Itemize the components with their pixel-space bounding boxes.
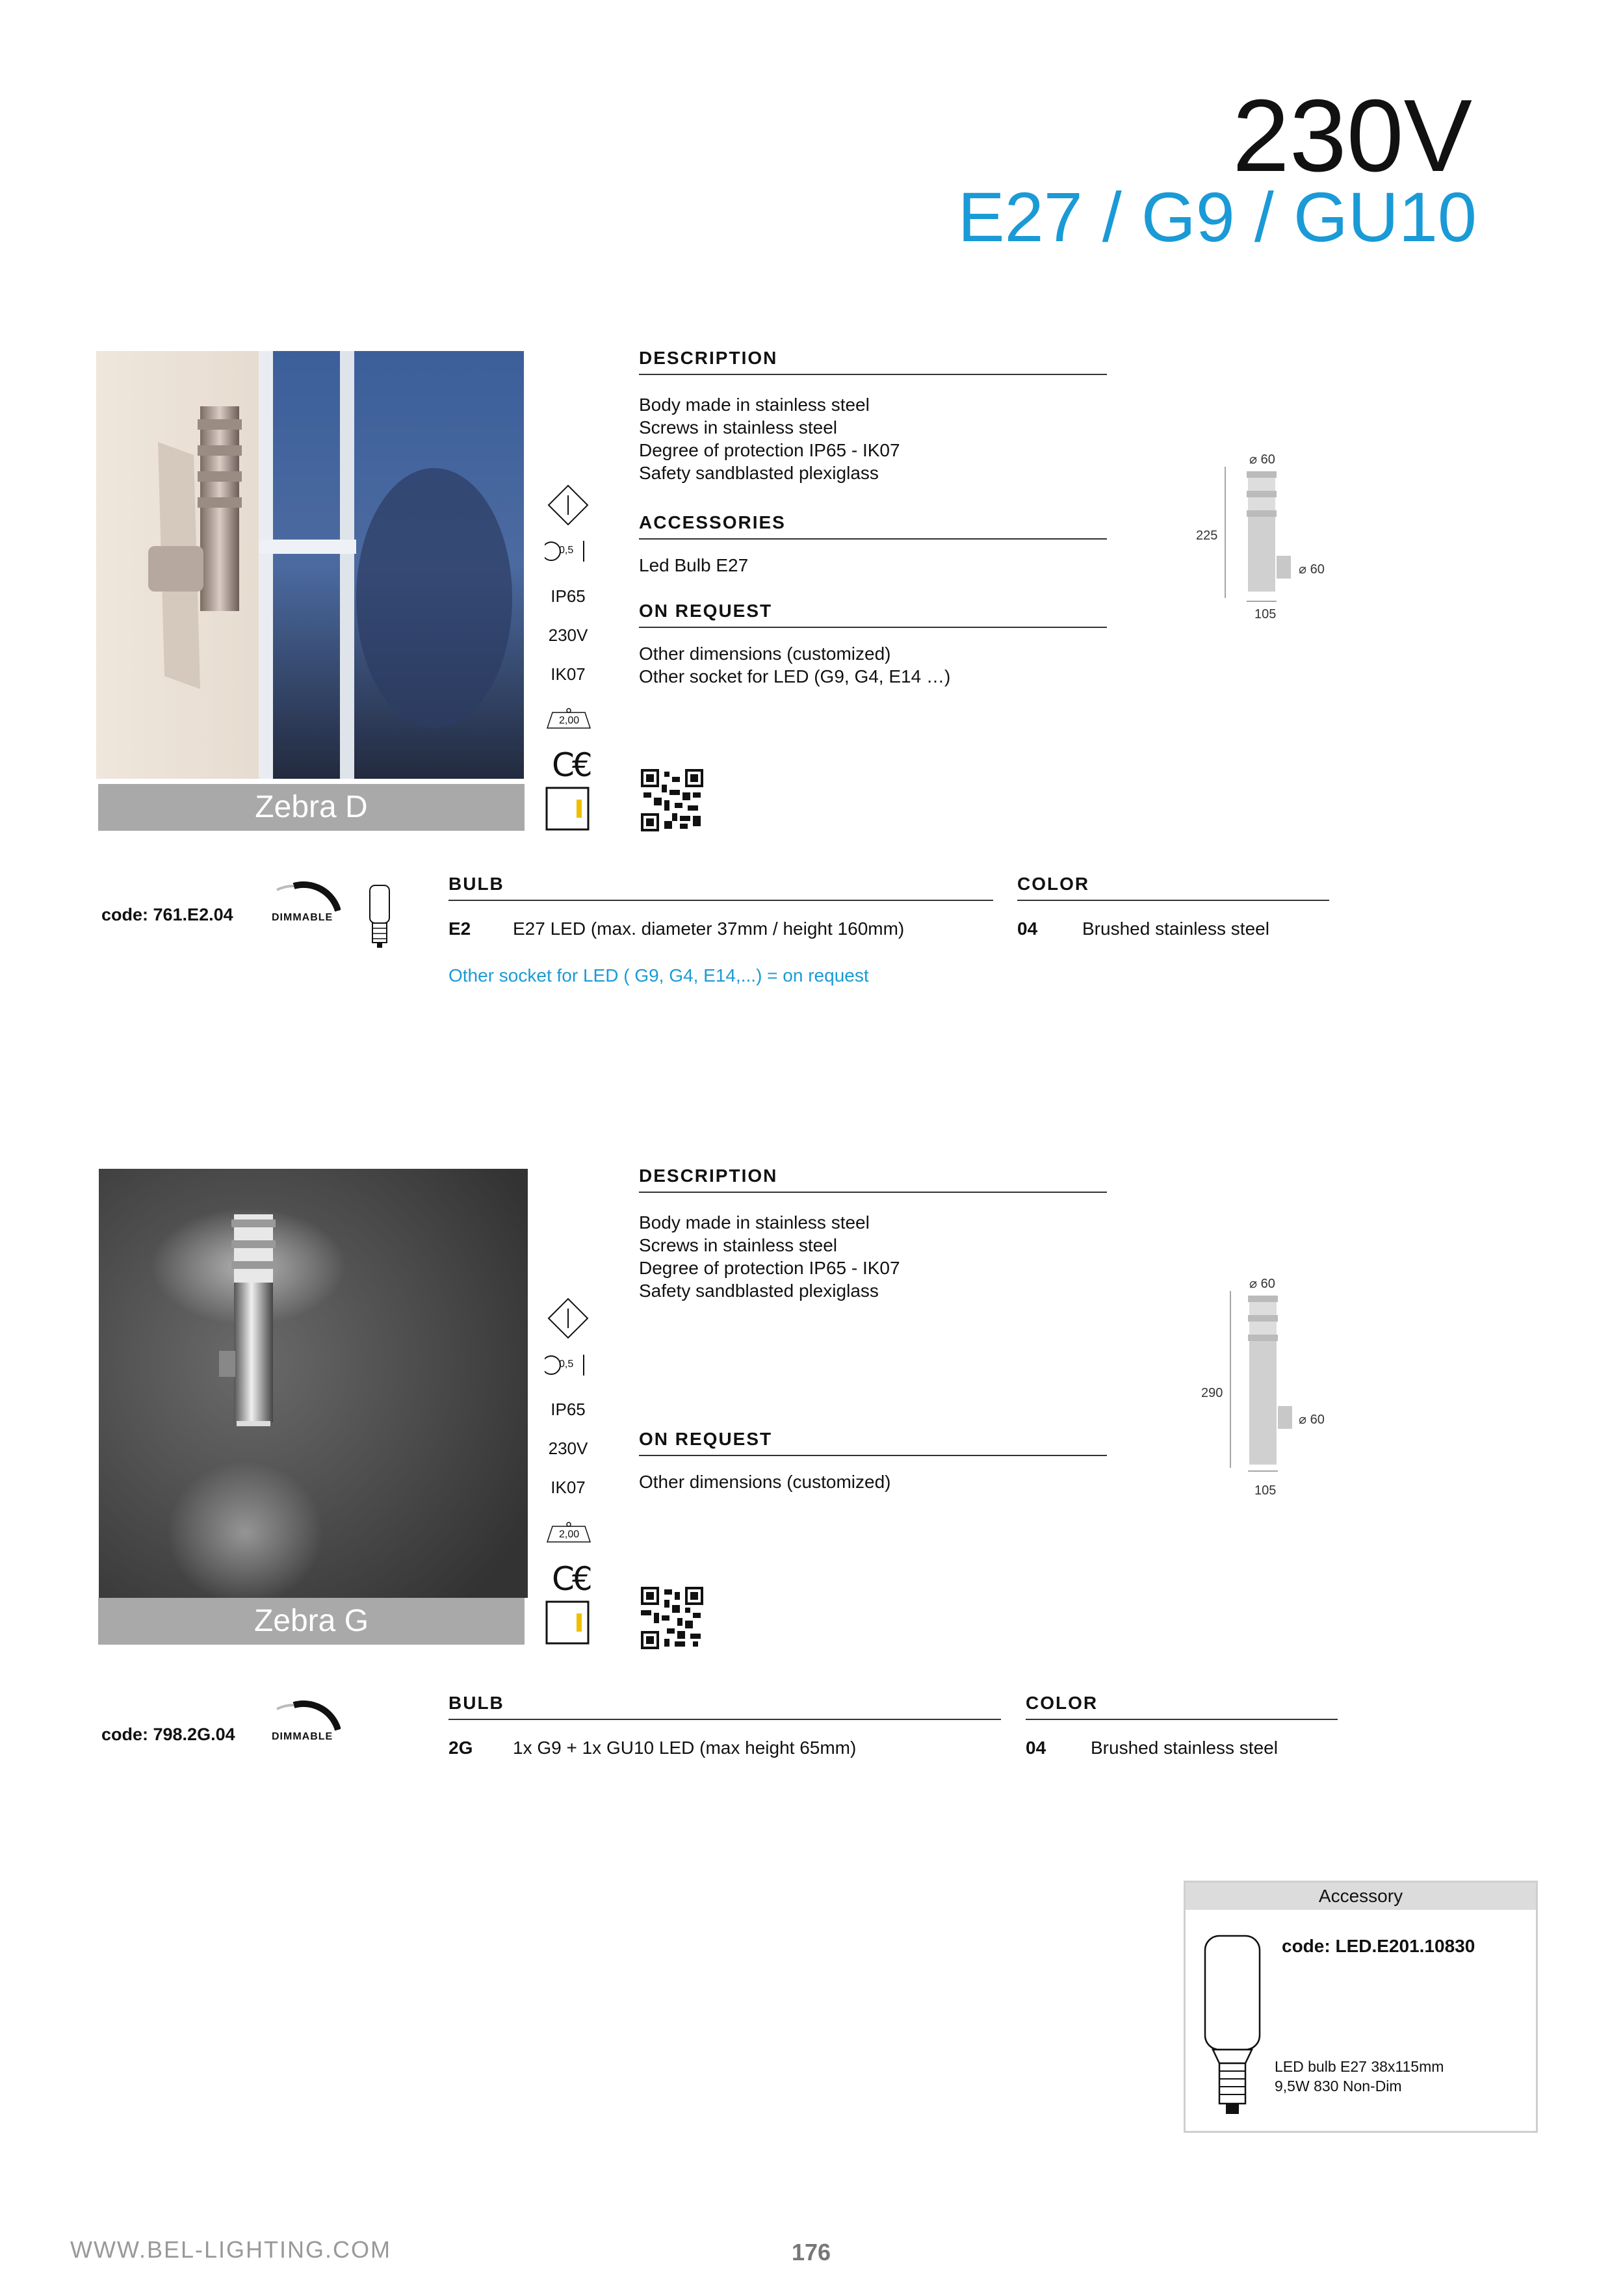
product-name-bar: Zebra D	[98, 784, 525, 831]
bulb-icon	[367, 884, 392, 949]
accessory-title: Accessory	[1186, 1883, 1536, 1910]
bulb-title: BULB	[448, 874, 993, 901]
ik-rating: IK07	[551, 664, 586, 684]
on-request-title: ON REQUEST	[639, 601, 1107, 628]
header-sockets: E27 / G9 / GU10	[957, 177, 1477, 256]
diamond-mark-icon	[545, 1296, 591, 1341]
diamond-mark-icon	[545, 482, 591, 528]
product-name-bar: Zebra G	[98, 1598, 525, 1645]
bulb-value: E27 LED (max. diameter 37mm / height 160mm)	[513, 919, 905, 939]
bulb-key: 2G	[448, 1738, 473, 1758]
product-code: code: 761.E2.04	[101, 905, 233, 924]
class-value-icon: 0,5	[545, 538, 590, 564]
color-value: Brushed stainless steel	[1091, 1738, 1278, 1758]
spec-icons	[539, 1296, 597, 1344]
bulb-value: 1x G9 + 1x GU10 LED (max height 65mm)	[513, 1738, 857, 1758]
ce-mark-icon: C€	[552, 1560, 590, 1598]
weight-icon: 2,00	[545, 707, 593, 731]
ip-rating: IP65	[551, 1400, 586, 1419]
weight-icon: 2,00	[545, 1521, 593, 1545]
qr-code-icon	[641, 1587, 703, 1649]
voltage-rating: 230V	[548, 1439, 588, 1458]
ik-rating: IK07	[551, 1478, 586, 1497]
color-value: Brushed stainless steel	[1082, 919, 1269, 939]
bulb-title: BULB	[448, 1693, 1001, 1720]
product-photo-zebra-d	[96, 351, 524, 779]
dimension-drawing: ⌀ 60 225 ⌀ 60 105	[1196, 452, 1325, 621]
ce-mark-icon: C€	[552, 746, 590, 784]
accessory-code: code: LED.E201.10830	[1282, 1936, 1475, 1956]
led-module-icon	[545, 787, 590, 831]
color-key: 04	[1017, 919, 1038, 939]
led-module-icon	[545, 1600, 590, 1645]
voltage-rating: 230V	[548, 625, 588, 645]
on-request-body: Other dimensions (customized) Other socket for LED (G9, G4, E14 …)	[639, 644, 951, 686]
accessory-description: LED bulb E27 38x115mm 9,5W 830 Non-Dim	[1275, 2058, 1444, 2094]
page-number: 176	[792, 2239, 831, 2265]
socket-note: Other socket for LED ( G9, G4, E14,...) = on request	[448, 965, 869, 985]
dimension-drawing: ⌀ 60 290 ⌀ 60 105	[1201, 1277, 1325, 1498]
description-body: Body made in stainless steel Screws in stainless steel Degree of protection IP65 - IK07 Safety sandblasted plexiglass	[639, 395, 900, 483]
description-body: Body made in stainless steel Screws in stainless steel Degree of protection IP65 - IK07 Safety sandblasted plexiglass	[639, 1212, 900, 1301]
on-request-title: ON REQUEST	[639, 1429, 1107, 1456]
ip-rating: IP65	[551, 586, 586, 606]
description-title: DESCRIPTION	[639, 1166, 1107, 1193]
class-value-icon: 0,5	[545, 1352, 590, 1378]
accessories-title: ACCESSORIES	[639, 512, 1107, 540]
dimmable-badge: DIMMABLE	[268, 1693, 341, 1745]
footer-url[interactable]: WWW.BEL-LIGHTING.COM	[70, 2236, 391, 2263]
color-title: COLOR	[1017, 874, 1329, 901]
header-voltage: 230V	[1232, 79, 1472, 193]
product-photo-zebra-g	[99, 1169, 528, 1598]
color-key: 04	[1026, 1738, 1046, 1758]
bulb-key: E2	[448, 919, 471, 939]
product-code: code: 798.2G.04	[101, 1725, 235, 1744]
spec-icons	[539, 482, 597, 531]
on-request-body: Other dimensions (customized)	[639, 1472, 891, 1492]
qr-code-icon	[641, 769, 703, 831]
dimmable-badge: DIMMABLE	[268, 874, 341, 926]
accessory-box	[1184, 1881, 1538, 2133]
description-title: DESCRIPTION	[639, 348, 1107, 375]
led-bulb-icon	[1200, 1933, 1265, 2122]
accessories-body: Led Bulb E27	[639, 555, 749, 575]
color-title: COLOR	[1026, 1693, 1338, 1720]
